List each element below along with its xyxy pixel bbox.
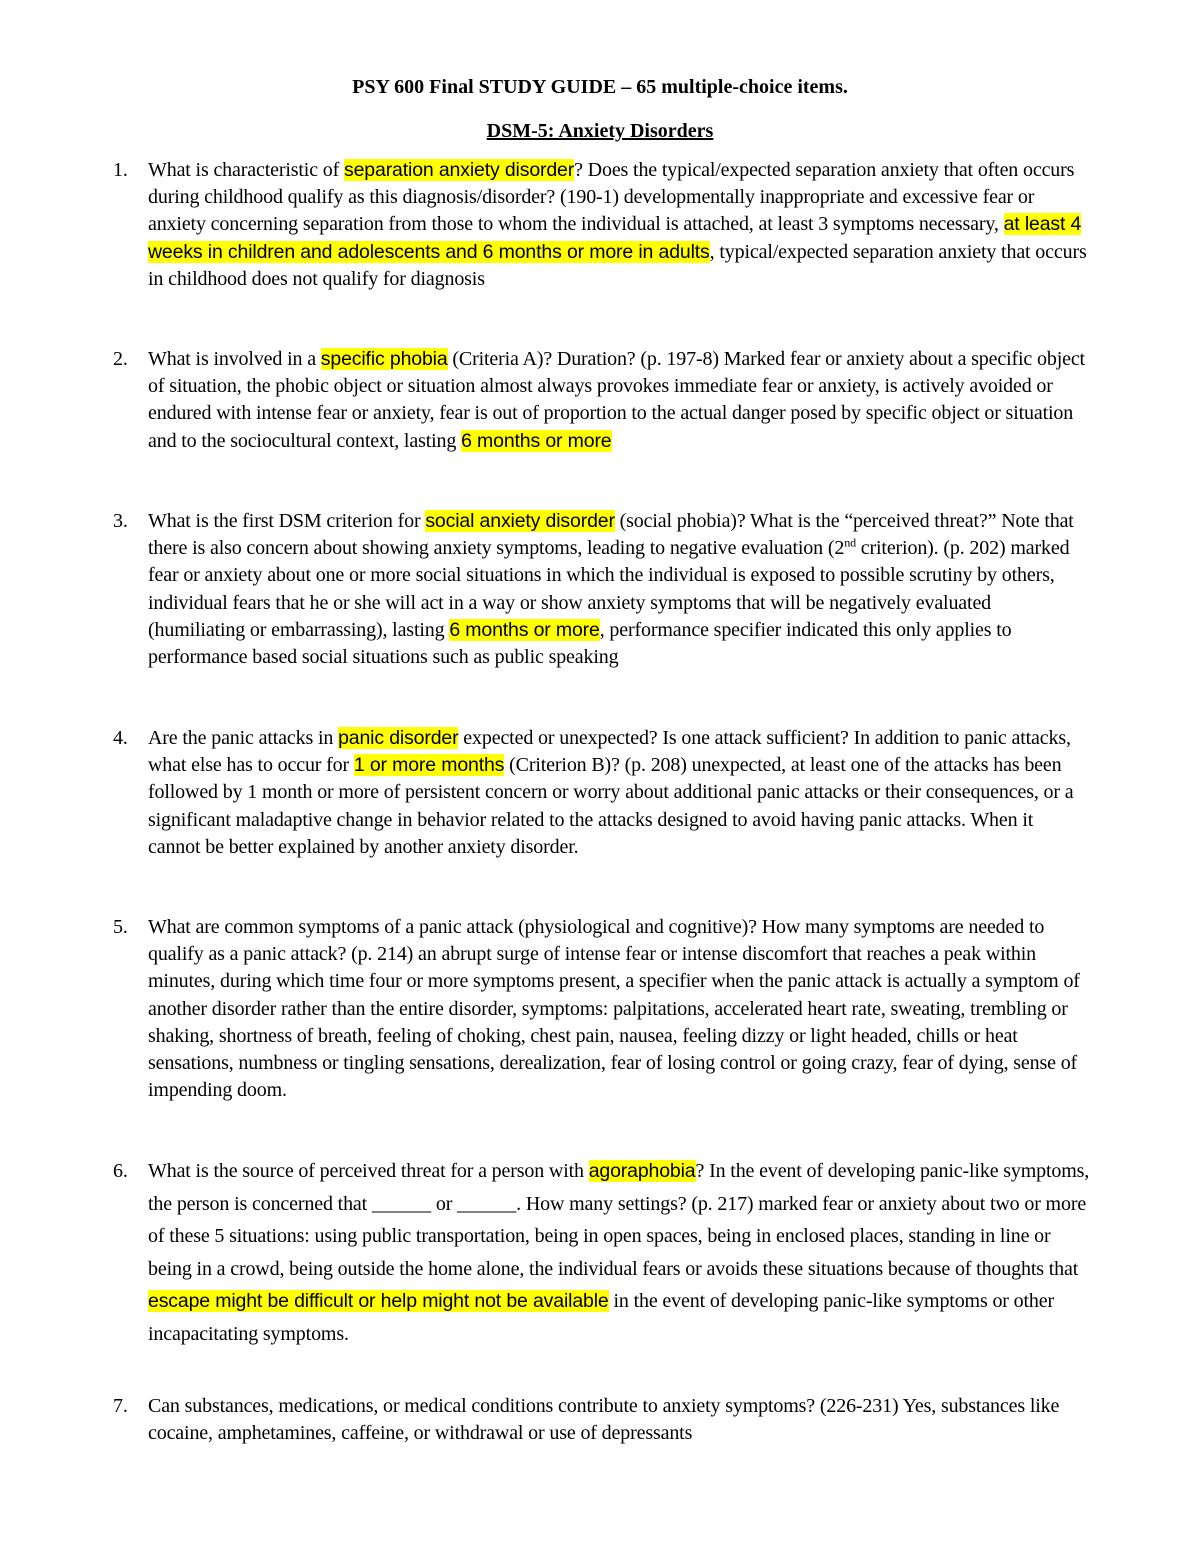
- item-text: expected or unexpected? Is one attack sufficient? In addition to panic attacks, what else has to occur for: [148, 727, 1071, 777]
- list-item: [113, 157, 1090, 293]
- list-item: [113, 508, 1090, 671]
- item-text: What is involved in a: [148, 348, 321, 370]
- item-text: What is characteristic of: [148, 159, 345, 181]
- list-item: [113, 725, 1090, 861]
- item-text: (Criteria A)? Duration? (p. 197-8) Marked fear or anxiety about a specific object of situation, the phobic object or situation almost always provokes immediate fear or anxiety, is actively avoided or endured with intense fear or anxiety, fear is out of proportion to the actual danger posed by specific object or situation and to the sociocultural context, lasting: [148, 348, 1085, 452]
- highlighted-text: 1 or more months: [353, 754, 505, 777]
- highlighted-text: 6 months or more: [461, 429, 612, 452]
- item-number: 7.: [113, 1395, 128, 1417]
- highlighted-text: at least 4 weeks in children and adolescents and 6 months or more in adults: [148, 213, 1082, 263]
- item-text: Can substances, medications, or medical conditions contribute to anxiety symptoms? (226-231) Yes, substances like cocaine, amphetamines, caffeine, or withdrawal or use of depressants: [148, 1395, 1060, 1445]
- list-item: [113, 914, 1090, 1104]
- highlighted-term: agoraphobia: [588, 1160, 696, 1182]
- item-text: Are the panic attacks in: [148, 727, 339, 749]
- highlighted-text: 6 months or more: [449, 618, 600, 641]
- item-text: , typical/expected separation anxiety that occurs in childhood does not qualify for diagnosis: [148, 240, 1087, 290]
- item-text: in the event of developing panic-like symptoms or other incapacitating symptoms.: [148, 1290, 1055, 1345]
- highlighted-term: social anxiety disorder: [425, 510, 615, 532]
- item-text: ? In the event of developing panic-like symptoms, the person is concerned that ______ or ______. How many settings? (p. 217) marked fear or anxiety about two or more of these 5 situations: using public transportation, being in open spaces, being in enclosed places, standing in line or being in a crowd, being outside the home alone, the individual fears or avoids these situations because of thoughts that: [148, 1160, 1090, 1280]
- superscript: nd: [844, 535, 856, 550]
- section-heading: DSM-5: Anxiety Disorders: [486, 120, 714, 142]
- highlighted-term: panic disorder: [338, 727, 459, 749]
- highlighted-text: escape might be difficult or help might not be available: [148, 1290, 609, 1312]
- highlighted-term: separation anxiety disorder: [344, 159, 575, 181]
- list-item: [113, 1155, 1090, 1350]
- item-number: 1.: [113, 159, 128, 181]
- highlighted-term: specific phobia: [320, 348, 448, 370]
- item-text: (Criterion B)? (p. 208) unexpected, at least one of the attacks has been followed by 1 month or more of persistent concern or worry about additional panic attacks or their consequences, or a significant maladaptive change in behavior related to the attacks designed to avoid having panic attacks. When it cannot be better explained by another anxiety disorder.: [148, 754, 1074, 858]
- item-number: 2.: [113, 348, 128, 370]
- list-item: [113, 1393, 1090, 1447]
- item-text: criterion). (p. 202) marked fear or anxiety about one or more social situations in which the individual is exposed to possible scrutiny by others, individual fears that he or she will act in a way or show anxiety symptoms that will be negatively evaluated (humiliating or embarrassing), lasting: [148, 537, 1070, 641]
- document-title: PSY 600 Final STUDY GUIDE – 65 multiple-choice items.: [352, 76, 848, 98]
- item-text: What is the first DSM criterion for: [148, 510, 426, 532]
- item-number: 6.: [113, 1160, 128, 1182]
- item-text: , performance specifier indicated this only applies to performance based social situations such as public speaking: [148, 618, 1012, 669]
- item-text: What are common symptoms of a panic attack (physiological and cognitive)? How many symptoms are needed to qualify as a panic attack? (p. 214) an abrupt surge of intense fear or intense discomfort that reaches a peak within minutes, during which time four or more symptoms present, a specifier when the panic attack is actually a symptom of another disorder rather than the entire disorder, symptoms: palpitations, accelerated heart rate, sweating, trembling or shaking, shortness of breath, feeling of choking, chest pain, nausea, feeling dizzy or light headed, chills or heat sensations, numbness or tingling sensations, derealization, fear of losing control or going crazy, fear of dying, sense of impending doom.: [148, 916, 1080, 1102]
- list-item: [113, 346, 1090, 455]
- item-number: 3.: [113, 510, 128, 532]
- item-number: 4.: [113, 727, 128, 749]
- item-text: ? Does the typical/expected separation anxiety that often occurs during childhood qualify as this diagnosis/disorder? (190-1) developmentally inappropriate and excessive fear or anxiety concerning separation from those to whom the individual is attached, at least 3 symptoms necessary,: [148, 159, 1075, 236]
- item-text: What is the source of perceived threat for a person with: [148, 1160, 589, 1182]
- item-text: (social phobia)? What is the “perceived threat?” Note that there is also concern about showing anxiety symptoms, leading to negative evaluation (2: [148, 510, 1074, 560]
- item-number: 5.: [113, 916, 128, 938]
